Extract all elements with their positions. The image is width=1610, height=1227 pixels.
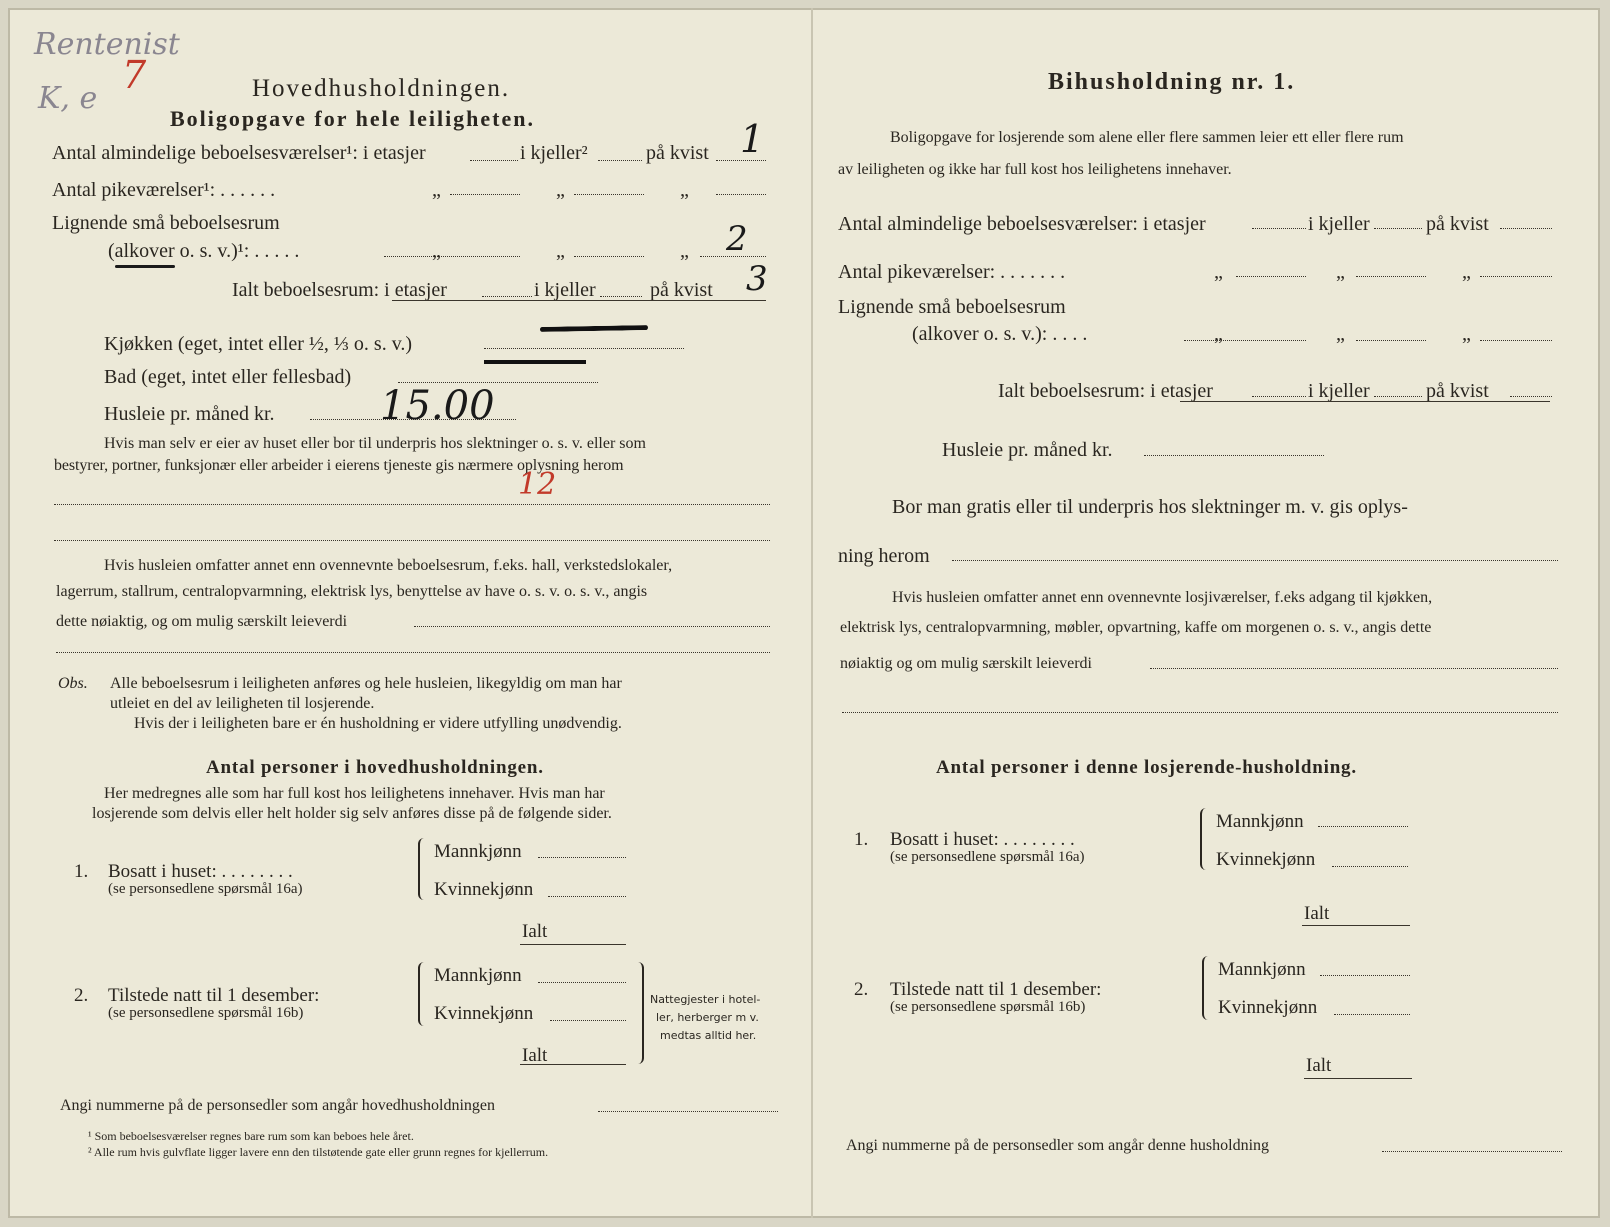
left-row1-label: Antal almindelige beboelsesværelser¹: i etasjer: [52, 142, 426, 164]
right-intro-2: av leiligheten og ikke har full kost hos leilighetens innehaver.: [838, 161, 1232, 178]
right-row2-ditto-3: „: [1462, 261, 1471, 283]
left-ialt-kjeller: i kjeller: [534, 279, 596, 301]
right-husleie-field[interactable]: [1144, 455, 1324, 456]
right-row2-field-2[interactable]: [1356, 276, 1426, 277]
left-omfatter-3: dette nøiaktig, og om mulig særskilt leieverdi: [56, 613, 348, 630]
left-eier-text-2: bestyrer, portner, funksjonær eller arbeider i eierens tjeneste gis nærmere oplysning herom: [54, 457, 624, 474]
right-bosatt-kvinne-field[interactable]: [1332, 866, 1408, 867]
left-tilstede-mann-field[interactable]: [538, 982, 626, 983]
left-bosatt-sub: (se personsedlene spørsmål 16a): [108, 881, 303, 897]
left-obs-3: Hvis der i leiligheten bare er én husholdning er videre utfylling unødvendig.: [134, 715, 622, 732]
hw-red-mark: 12: [518, 467, 557, 502]
right-row3-ditto-2: „: [1336, 323, 1345, 345]
left-row3-label-b: (alkover o. s. v.)¹: . . . . .: [108, 240, 300, 262]
right-ialt-kjeller-field[interactable]: [1374, 396, 1422, 397]
right-row2-label: Antal pikeværelser: . . . . . . .: [838, 261, 1066, 283]
right-bosatt-mann-field[interactable]: [1318, 826, 1408, 827]
red-corner-number: 7: [122, 53, 147, 97]
right-gratis-2: ning herom: [838, 545, 930, 567]
right-tilstede-num: 2.: [854, 979, 869, 1000]
left-nattegjester-3: medtas alltid her.: [660, 1029, 757, 1042]
right-title: Bihusholdning nr. 1.: [1048, 69, 1296, 95]
left-row2-field-1[interactable]: [450, 194, 520, 195]
right-row2-field-3[interactable]: [1480, 276, 1552, 277]
right-bosatt-label: Bosatt i huset: . . . . . . . .: [890, 829, 1075, 850]
left-bosatt-kvinne-field[interactable]: [548, 896, 626, 897]
right-ialt-kjeller: i kjeller: [1308, 380, 1370, 402]
left-eier-text-1: Hvis man selv er eier av huset eller bor til underpris hos slektninger o. s. v. eller som: [104, 435, 646, 452]
right-tilstede-kvinne: Kvinnekjønn: [1218, 997, 1318, 1018]
left-row2-ditto-1: „: [432, 179, 441, 201]
left-row1-kjeller: i kjeller²: [520, 142, 588, 164]
left-tilstede-num: 2.: [74, 985, 89, 1006]
left-row3-ditto-2: „: [556, 240, 565, 262]
left-ialt-kvist: på kvist: [650, 279, 713, 301]
left-bad-label: Bad (eget, intet eller fellesbad): [104, 366, 352, 388]
right-bosatt-sub: (se personsedlene spørsmål 16a): [890, 849, 1085, 865]
right-bosatt-ialt-field[interactable]: [1302, 925, 1410, 926]
hw-kvist-value: 1: [740, 117, 765, 161]
right-row1-kvist: på kvist: [1426, 213, 1489, 235]
left-eier-line-1[interactable]: [54, 504, 770, 505]
right-row2-field-1[interactable]: [1236, 276, 1306, 277]
right-ialt-underline: [1180, 401, 1550, 402]
left-husleie-label: Husleie pr. måned kr.: [104, 403, 275, 425]
left-persons-title: Antal personer i hovedhusholdningen.: [206, 757, 544, 778]
right-row3-label-a: Lignende små beboelsesrum: [838, 296, 1066, 318]
right-row1-kjeller-field[interactable]: [1374, 228, 1422, 229]
left-tilstede-sub: (se personsedlene spørsmål 16b): [108, 1005, 304, 1021]
left-obs-label: Obs.: [58, 675, 88, 692]
left-bosatt-kvinne: Kvinnekjønn: [434, 879, 534, 900]
right-row1-kvist-field[interactable]: [1500, 228, 1552, 229]
left-title: Hovedhusholdningen.: [252, 75, 511, 102]
left-tilstede-kvinne: Kvinnekjønn: [434, 1003, 534, 1024]
left-tilstede-kvinne-field[interactable]: [550, 1020, 626, 1021]
right-gratis-1: Bor man gratis eller til underpris hos slektninger m. v. gis oplys-: [892, 496, 1408, 518]
left-row2-label: Antal pikeværelser¹: . . . . . .: [52, 179, 276, 201]
left-footnote-1: ¹ Som beboelsesværelser regnes bare rum som kan beboes hele året.: [88, 1129, 414, 1143]
left-row2-field-2[interactable]: [574, 194, 644, 195]
right-row3-field-2[interactable]: [1356, 340, 1426, 341]
left-row3-field-2[interactable]: [574, 256, 644, 257]
left-obs-1: Alle beboelsesrum i leiligheten anføres og hele husleien, likegyldig om man har: [110, 675, 622, 692]
pencil-mark: K, e: [38, 81, 98, 116]
right-gratis-field[interactable]: [952, 560, 1558, 561]
left-bosatt-mann: Mannkjønn: [434, 841, 522, 862]
right-tilstede-mann: Mannkjønn: [1218, 959, 1306, 980]
left-omfatter-2: lagerrum, stallrum, centralopvarmning, elektrisk lys, benyttelse av have o. s. v. o. s. v., angis: [56, 583, 648, 600]
left-angi: Angi nummerne på de personsedler som angår hovedhusholdningen: [60, 1097, 496, 1114]
right-omfatter-field[interactable]: [1150, 668, 1558, 669]
left-kjokken-field[interactable]: [484, 348, 684, 349]
right-ialt-kvist-field[interactable]: [1510, 396, 1552, 397]
left-subtitle: Boligopgave for hele leiligheten.: [170, 106, 536, 131]
right-ialt-etasjer-field[interactable]: [1252, 396, 1306, 397]
right-omfatter-line[interactable]: [842, 712, 1558, 713]
right-row1-kjeller: i kjeller: [1308, 213, 1370, 235]
right-row1-label: Antal almindelige beboelsesværelser: i etasjer: [838, 213, 1206, 235]
right-row3-label-b: (alkover o. s. v.): . . . .: [912, 323, 1088, 345]
left-kjokken-label: Kjøkken (eget, intet eller ½, ⅓ o. s. v.): [104, 333, 413, 355]
left-row1-kjeller-field[interactable]: [598, 160, 642, 161]
left-bosatt-ialt-field[interactable]: [520, 944, 626, 945]
right-tilstede-brace: [1202, 956, 1214, 1020]
right-tilstede-kvinne-field[interactable]: [1334, 1014, 1410, 1015]
right-row3-ditto-1: „: [1214, 323, 1223, 345]
hw-alkover-underline: [115, 265, 175, 268]
right-row3-field-3[interactable]: [1480, 340, 1552, 341]
left-nattegjester-1: Nattegjester i hotel-: [650, 993, 761, 1006]
page-fold: [811, 8, 813, 1218]
right-omfatter-3: nøiaktig og om mulig særskilt leieverdi: [840, 655, 1092, 672]
left-tilstede-ialt-field[interactable]: [520, 1064, 626, 1065]
right-row1-etasjer-field[interactable]: [1252, 228, 1306, 229]
right-row2-ditto-2: „: [1336, 261, 1345, 283]
pencil-note: Rentenist: [34, 27, 180, 62]
left-ialt-kjeller-field[interactable]: [600, 296, 642, 297]
left-angi-field[interactable]: [598, 1111, 778, 1112]
left-eier-line-2[interactable]: [54, 540, 770, 541]
right-row2-ditto-1: „: [1214, 261, 1223, 283]
left-bosatt-mann-field[interactable]: [538, 857, 626, 858]
left-tilstede-label: Tilstede natt til 1 desember:: [108, 985, 320, 1006]
left-tilstede-brace: [418, 962, 430, 1026]
left-row1-etasjer-field[interactable]: [470, 160, 518, 161]
left-ialt-etasjer-field[interactable]: [482, 296, 532, 297]
left-omfatter-field[interactable]: [414, 626, 770, 627]
left-row3-ditto-1: „: [432, 240, 441, 262]
left-row2-ditto-2: „: [556, 179, 565, 201]
left-tilstede-ialt: Ialt: [522, 1045, 548, 1066]
right-bosatt-kvinne: Kvinnekjønn: [1216, 849, 1316, 870]
right-row3-field-1[interactable]: [1184, 340, 1306, 341]
left-row3-label-a: Lignende små beboelsesrum: [52, 212, 280, 234]
left-bosatt-brace: [418, 838, 430, 900]
left-tilstede-mann: Mannkjønn: [434, 965, 522, 986]
left-persons-text-1: Her medregnes alle som har full kost hos leilighetens innehaver. Hvis man har: [104, 785, 605, 802]
left-ialt-label: Ialt beboelsesrum: i etasjer: [232, 279, 447, 301]
right-ialt-kvist: på kvist: [1426, 380, 1489, 402]
left-row3-ditto-3: „: [680, 240, 689, 262]
left-nattegjester-2: ler, herberger m v.: [656, 1011, 759, 1024]
right-omfatter-1: Hvis husleien omfatter annet enn ovennevnte losjiværelser, f.eks adgang til kjøkken,: [892, 589, 1433, 606]
right-tilstede-sub: (se personsedlene spørsmål 16b): [890, 999, 1086, 1015]
left-omfatter-1: Hvis husleien omfatter annet enn ovennevnte beboelsesrum, f.eks. hall, verkstedslokaler,: [104, 557, 673, 574]
right-tilstede-ialt-field[interactable]: [1304, 1078, 1412, 1079]
hw-alkover-value: 2: [726, 219, 748, 259]
right-tilstede-ialt: Ialt: [1306, 1055, 1332, 1076]
left-row1-kvist: på kvist: [646, 142, 709, 164]
left-bosatt-ialt: Ialt: [522, 921, 548, 942]
left-bosatt-label: Bosatt i huset: . . . . . . . .: [108, 861, 293, 882]
left-row2-ditto-3: „: [680, 179, 689, 201]
right-ialt-label: Ialt beboelsesrum: i etasjer: [998, 380, 1213, 402]
right-bosatt-brace: [1200, 808, 1212, 870]
right-bosatt-mann: Mannkjønn: [1216, 811, 1304, 832]
right-row3-ditto-3: „: [1462, 323, 1471, 345]
right-bosatt-num: 1.: [854, 829, 869, 850]
right-husleie-label: Husleie pr. måned kr.: [942, 439, 1113, 461]
left-row2-field-3[interactable]: [716, 194, 766, 195]
left-obs-2: utleiet en del av leiligheten til losjerende.: [110, 695, 375, 712]
left-persons-text-2: losjerende som delvis eller helt holder sig selv anføres disse på de følgende sider.: [92, 805, 612, 822]
left-ialt-underline: [392, 300, 766, 301]
left-omfatter-line[interactable]: [56, 652, 770, 653]
right-bosatt-ialt: Ialt: [1304, 903, 1330, 924]
right-angi-field[interactable]: [1382, 1151, 1562, 1152]
hw-bad-stroke: [484, 360, 586, 364]
right-tilstede-mann-field[interactable]: [1320, 975, 1410, 976]
hw-husleie-value: 15.00: [380, 383, 495, 429]
left-row3-field-1[interactable]: [384, 256, 520, 257]
right-angi: Angi nummerne på de personsedler som angår denne husholdning: [846, 1137, 1270, 1154]
right-intro-1: Boligopgave for losjerende som alene eller flere sammen leier ett eller flere rum: [890, 129, 1404, 146]
left-nattegjester-brace: [632, 962, 644, 1064]
left-footnote-2: ² Alle rum hvis gulvflate ligger lavere enn den tilstøtende gate eller grunn regnes for kjellerrum.: [88, 1145, 549, 1159]
left-bosatt-num: 1.: [74, 861, 89, 882]
right-persons-title: Antal personer i denne losjerende-husholdning.: [936, 757, 1357, 778]
right-omfatter-2: elektrisk lys, centralopvarmning, møbler, opvartning, kaffe om morgenen o. s. v., angis dette: [840, 619, 1432, 636]
right-tilstede-label: Tilstede natt til 1 desember:: [890, 979, 1102, 1000]
hw-ialt-kvist-value: 3: [746, 259, 768, 299]
